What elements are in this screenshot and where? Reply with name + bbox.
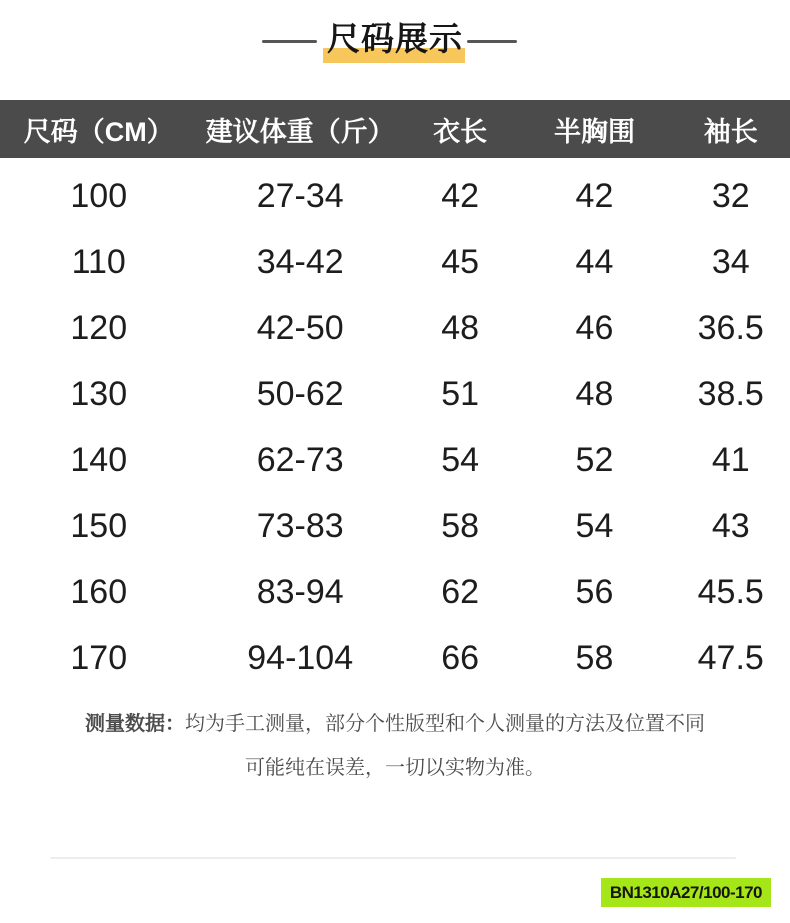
- header-cell-chest: 半胸围: [553, 116, 635, 147]
- header-cell-sleeve: 袖长: [703, 116, 758, 147]
- table-cell: 36.5: [697, 308, 764, 347]
- table-cell: 50-62: [256, 374, 344, 413]
- table-row: [0, 295, 790, 361]
- table-body: [0, 163, 790, 691]
- table-cell: 45.5: [697, 572, 764, 611]
- table-cell: 140: [70, 440, 128, 479]
- table-cell: 110: [71, 242, 126, 281]
- header-cell-length: 衣长: [433, 116, 488, 147]
- table-row: [0, 361, 790, 427]
- table-cell: 32: [711, 176, 750, 215]
- table-cell: 34: [711, 242, 750, 281]
- table-cell: 52: [575, 440, 614, 479]
- table-cell: 38.5: [697, 374, 764, 413]
- table-row: [0, 493, 790, 559]
- table-cell: 54: [575, 506, 614, 545]
- page-title: 尺码展示: [327, 20, 463, 57]
- table-cell: 42-50: [256, 308, 344, 347]
- note-text: 均为手工测量，部分个性版型和个人测量的方法及位置不同: [185, 713, 705, 735]
- table-cell: 150: [70, 506, 128, 545]
- note-line-2: 可能纯在误差，一切以实物为准。: [245, 757, 545, 779]
- table-cell: 43: [711, 506, 750, 545]
- header-cell-size: 尺码（CM）: [23, 116, 174, 147]
- table-cell: 94-104: [247, 638, 354, 677]
- table-row: [0, 229, 790, 295]
- table-cell: 34-42: [256, 242, 344, 281]
- note-line-1: [0, 702, 790, 746]
- table-cell: 41: [711, 440, 750, 479]
- table-cell: 48: [575, 374, 614, 413]
- table-cell: 62: [441, 572, 480, 611]
- table-cell: 42: [441, 176, 480, 215]
- table-cell: 51: [441, 374, 480, 413]
- measurement-note: [0, 702, 790, 790]
- table-cell: 73-83: [256, 506, 344, 545]
- table-cell: 83-94: [256, 572, 344, 611]
- table-header: [0, 100, 790, 158]
- table-row: [0, 559, 790, 625]
- table-cell: 130: [70, 374, 128, 413]
- table-cell: 66: [441, 638, 480, 677]
- table-cell: 56: [575, 572, 614, 611]
- table-cell: 62-73: [256, 440, 344, 479]
- table-row: [0, 625, 790, 691]
- header-cell-weight: 建议体重（斤）: [205, 116, 395, 147]
- table-cell: 160: [70, 572, 128, 611]
- table-row: [0, 163, 790, 229]
- table-cell: 120: [70, 308, 128, 347]
- table-cell: 47.5: [697, 638, 764, 677]
- table-cell: 42: [575, 176, 614, 215]
- table-row: [0, 427, 790, 493]
- table-cell: 27-34: [256, 176, 344, 215]
- divider: [50, 857, 736, 859]
- table-cell: 44: [575, 242, 614, 281]
- table-cell: 170: [70, 638, 128, 677]
- product-code-badge: BN1310A27/100-170: [601, 878, 771, 907]
- table-cell: 100: [70, 176, 128, 215]
- note-label: 测量数据：: [85, 713, 185, 735]
- table-cell: 54: [441, 440, 480, 479]
- table-cell: 46: [575, 308, 614, 347]
- table-cell: 58: [441, 506, 480, 545]
- table-cell: 58: [575, 638, 614, 677]
- table-cell: 48: [441, 308, 480, 347]
- table-cell: 45: [441, 242, 480, 281]
